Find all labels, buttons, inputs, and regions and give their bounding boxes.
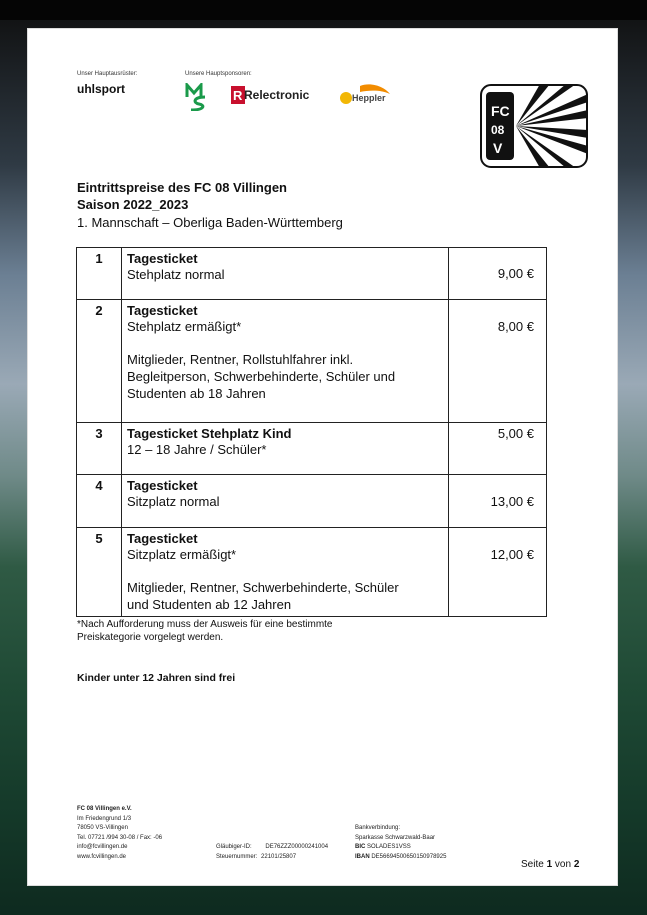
ticket-description [122,528,449,617]
row-number: 4 [77,475,122,528]
doc-title: Eintrittspreise des FC 08 Villingen [77,180,287,195]
creditor-info [216,843,328,862]
svg-text:V: V [493,140,503,156]
uhlsport-logo: uhlsport [77,82,125,96]
page-current: 1 [546,859,553,870]
website-line: www.fcvillingen.de [77,853,127,860]
ticket-price: 12,00 € [449,528,547,617]
svg-text:Heppler: Heppler [352,93,386,103]
ticket-detail-line: Mitglieder, Rentner, Schwerbehinderte, Schüler [127,580,399,595]
page-number [521,859,579,870]
bank-label: Bankverbindung: [355,825,401,831]
bank-info [355,824,446,862]
outfitter-label: Unser Hauptausrüster: [77,71,138,77]
address-line: 78050 VS-Villingen [77,825,128,831]
svg-text:R: R [233,88,243,103]
phone-line: Tel. 07721 /994 30-08 / Fax: -06 [77,834,163,841]
ticket-detail-line: Begleitperson, Schwerbehinderte, Schüler und [127,369,396,384]
ticket-title: Tagesticket [127,531,198,546]
league-subtitle: 1. Mannschaft – Oberliga Baden-Württemberg [77,215,343,230]
iban-label: IBAN [355,853,370,860]
row-number: 5 [77,528,122,617]
ticket-detail-line: und Studenten ab 12 Jahren [127,597,292,612]
address-line: Im Friedengrund 1/3 [77,815,132,822]
tax-value: 22101/25807 [261,853,297,860]
footnote [77,618,333,644]
tax-label: Steuernummer: [216,853,258,860]
iban-value: DE56694500650150978925 [371,853,447,860]
ticket-title: Tagesticket [127,478,198,493]
ticket-detail-line: Stehplatz ermäßigt* [127,319,242,334]
ticket-title: Tagesticket [127,303,198,318]
club-address [77,805,162,862]
bic-value: SOLADES1VSS [367,844,411,850]
ticket-description [122,475,449,528]
ticket-detail-line: Sitzplatz normal [127,494,220,509]
ticket-title: Tagesticket Stehplatz Kind [127,426,292,441]
page-prefix: Seite [521,859,544,870]
price-row [77,423,547,475]
free-children-note: Kinder unter 12 Jahren sind frei [77,672,236,684]
price-row [77,248,547,300]
row-number: 3 [77,423,122,475]
footnote-line: *Nach Aufforderung muss der Ausweis für eine bestimmte [77,619,333,630]
ticket-detail-line: Studenten ab 18 Jahren [127,386,266,401]
price-row [77,475,547,528]
ticket-detail-line: Sitzplatz ermäßigt* [127,547,237,562]
row-number: 2 [77,300,122,423]
ticket-detail-line [127,563,443,579]
heppler-logo [338,82,394,108]
page-mid: von [554,859,572,870]
ticket-description [122,300,449,423]
relectronic-text: Relectronic [244,88,310,102]
ticket-title: Tagesticket [127,251,198,266]
price-row [77,300,547,423]
creditor-label: Gläubiger-ID: [216,844,252,850]
ticket-detail-line: Stehplatz normal [127,267,225,282]
season-title: Saison 2022_2023 [77,197,189,212]
price-table [76,247,547,617]
creditor-value: DE76ZZZ00000241004 [265,844,329,850]
ticket-detail-line [127,335,443,351]
ticket-price: 9,00 € [449,248,547,300]
email-line: info@fcvillingen.de [77,844,128,850]
ticket-detail-line: 12 – 18 Jahre / Schüler* [127,442,267,457]
relectronic-logo [231,86,321,104]
footnote-line: Preiskategorie vorgelegt werden. [77,632,224,643]
svg-text:08: 08 [491,123,505,137]
club-logo [480,84,588,168]
ms-logo [185,83,209,111]
ticket-price: 5,00 € [449,423,547,475]
ticket-price: 8,00 € [449,300,547,423]
page-total: 2 [573,859,580,870]
ticket-price: 13,00 € [449,475,547,528]
row-number: 1 [77,248,122,300]
ticket-description [122,248,449,300]
ticket-detail-line: Mitglieder, Rentner, Rollstuhlfahrer inkl. [127,352,354,367]
club-name: FC 08 Villingen e.V. [77,806,132,812]
bank-name: Sparkasse Schwarzwald-Baar [355,834,436,841]
svg-text:FC: FC [491,103,510,119]
price-row [77,528,547,617]
sponsors-label: Unsere Hauptsponsoren: [185,71,252,77]
document-page [28,29,617,885]
ticket-description [122,423,449,475]
bic-label: BIC [355,844,366,850]
